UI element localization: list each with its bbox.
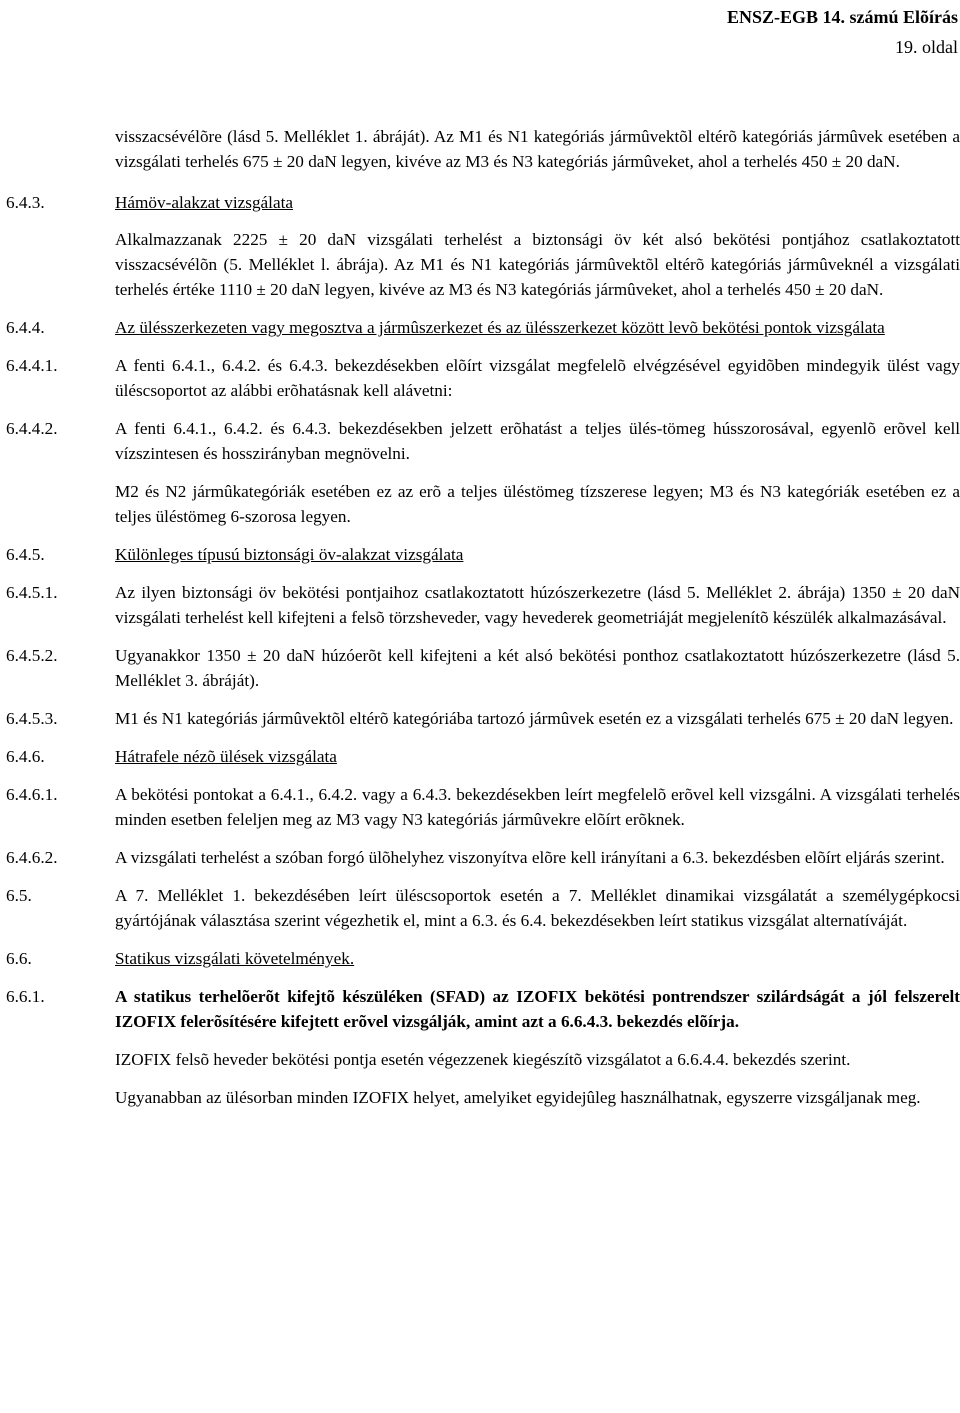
section-heading-block xyxy=(6,542,960,567)
paragraph-text: A 7. Melléklet 1. bekezdésében leírt üléscsoportok esetén a 7. Melléklet dinamikai vizsgálatát a személygépkocsi gyártójának választása szerint végezhetik el, mint a 6.3. és 6.4. bekezdésekben leírt statikus vizsgálat alternatíváját. xyxy=(115,886,960,930)
section-number: 6.4.4.1. xyxy=(6,356,58,375)
section-heading-block xyxy=(6,315,960,340)
section-number: 6.4.4. xyxy=(6,318,45,337)
section-heading-block xyxy=(6,946,960,971)
section-number: 6.4.6.1. xyxy=(6,785,58,804)
paragraph-text: visszacsévélõre (lásd 5. Melléklet 1. ábráját). Az M1 és N1 kategóriás jármûvektõl eltérõ kategóriás jármûvek esetében a vizsgálati terhelés 675 ± 20 daN legyen, kivéve az M3 és N3 kategóriás jármûveket, ahol a terhelés 450 ± 20 daN. xyxy=(115,127,960,171)
paragraph-text: A bekötési pontokat a 6.4.1., 6.4.2. vagy a 6.4.3. bekezdésekben leírt megfelelõ erõvel kell vizsgálni. A vizsgálati terhelés minden esetben feleljen meg az M3 vagy N3 kategóriás jármûvekre elõírt erõknek. xyxy=(115,785,960,829)
section-heading: Hámöv-alakzat vizsgálata xyxy=(115,193,293,212)
section-heading: Különleges típusú biztonsági öv-alakzat vizsgálata xyxy=(115,545,464,564)
paragraph-text: Alkalmazzanak 2225 ± 20 daN vizsgálati terhelést a biztonsági öv két alsó bekötési pontjához csatlakoztatott visszacsévélõn (5. Melléklet l. ábrája). Az M1 és N1 kategóriás jármûvektõl eltérõ kategóriás jármûveknél a vizsgálati terhelés értéke 1110 ± 20 daN legyen, kivéve az M3 és N3 kategóriás jármûveket, ahol a terhelés 450 ± 20 daN. xyxy=(115,230,960,299)
section-number: 6.4.3. xyxy=(6,193,45,212)
paragraph-block xyxy=(6,353,960,403)
section-number: 6.4.6. xyxy=(6,747,45,766)
paragraph-text: Ugyanabban az ülésorban minden IZOFIX helyet, amelyiket egyidejûleg használhatnak, egyszerre vizsgáljanak meg. xyxy=(115,1088,921,1107)
paragraph-text: A fenti 6.4.1., 6.4.2. és 6.4.3. bekezdésekben elõírt vizsgálat megfelelõ elvégzésével egyidõben mindegyik ülést vagy üléscsoportot az alábbi erõhatásnak kell alávetni: xyxy=(115,356,960,400)
document-body xyxy=(6,124,960,1110)
section-heading-block xyxy=(6,190,960,215)
paragraph-text: Ugyanakkor 1350 ± 20 daN húzóerõt kell kifejteni a két alsó bekötési ponthoz csatlakoztatott húzószerkezetre (lásd 5. Melléklet 3. ábráját). xyxy=(115,646,960,690)
paragraph-text: M2 és N2 jármûkategóriák esetében ez az erõ a teljes üléstömeg tízszerese legyen; M3 és N3 kategóriák esetében ez a teljes üléstömeg 6-szorosa legyen. xyxy=(115,482,960,526)
section-number: 6.4.5. xyxy=(6,545,45,564)
paragraph-block xyxy=(6,580,960,630)
section-number: 6.6.1. xyxy=(6,987,45,1006)
section-heading: Az ülésszerkezeten vagy megosztva a jármûszerkezet és az ülésszerkezet között levõ bekötési pontok vizsgálata xyxy=(115,318,885,337)
section-heading-block xyxy=(6,744,960,769)
paragraph-block xyxy=(6,643,960,693)
section-heading: Hátrafele nézõ ülések vizsgálata xyxy=(115,747,337,766)
paragraph-text: Az ilyen biztonsági öv bekötési pontjaihoz csatlakoztatott húzószerkezetre (lásd 5. Melléklet 2. ábrája) 1350 ± 20 daN vizsgálati terhelést kell kifejteni a felsõ törzsheveder, vagy hevederek geometriáját megjelenítõ készülék alkalmazásával. xyxy=(115,583,960,627)
paragraph-block xyxy=(6,124,960,174)
paragraph-text: M1 és N1 kategóriás jármûvektõl eltérõ kategóriába tartozó jármûvek esetén ez a vizsgálati terhelés 675 ± 20 daN legyen. xyxy=(115,709,954,728)
page-header xyxy=(727,2,958,62)
paragraph-block xyxy=(6,227,960,302)
paragraph-text: A fenti 6.4.1., 6.4.2. és 6.4.3. bekezdésekben jelzett erõhatást a teljes ülés-tömeg hússzorosával, egyenlõ erõvel kell vízszintesen és hosszirányban megnövelni. xyxy=(115,419,960,463)
paragraph-block xyxy=(6,845,960,870)
section-number: 6.6. xyxy=(6,949,32,968)
paragraph-block xyxy=(6,1047,960,1072)
paragraph-block xyxy=(6,984,960,1034)
paragraph-block xyxy=(6,1085,960,1110)
paragraph-block xyxy=(6,479,960,529)
paragraph-block xyxy=(6,883,960,933)
section-number: 6.4.4.2. xyxy=(6,419,58,438)
paragraph-text: IZOFIX felsõ heveder bekötési pontja esetén végezzenek kiegészítõ vizsgálatot a 6.6.4.4. bekezdés szerint. xyxy=(115,1050,851,1069)
paragraph-text: A vizsgálati terhelést a szóban forgó ülõhelyhez viszonyítva elõre kell irányítani a 6.3. bekezdésben elõírt eljárás szerint. xyxy=(115,848,945,867)
section-number: 6.4.5.3. xyxy=(6,709,58,728)
section-number: 6.5. xyxy=(6,886,32,905)
section-heading: Statikus vizsgálati követelmények. xyxy=(115,949,355,968)
paragraph-block xyxy=(6,706,960,731)
paragraph-block xyxy=(6,782,960,832)
regulation-title: ENSZ-EGB 14. számú Elõírás xyxy=(726,7,958,27)
page-number: 19. oldal xyxy=(895,37,958,57)
paragraph-text: A statikus terhelõerõt kifejtõ készüléken (SFAD) az IZOFIX bekötési pontrendszer szilárdságát a jól felszerelt IZOFIX felerõsítésére kifejtett erõvel vizsgálják, amint azt a 6.6.4.3. bekezdés elõírja. xyxy=(115,987,960,1031)
section-number: 6.4.5.1. xyxy=(6,583,58,602)
paragraph-block xyxy=(6,416,960,466)
section-number: 6.4.6.2. xyxy=(6,848,58,867)
section-number: 6.4.5.2. xyxy=(6,646,58,665)
